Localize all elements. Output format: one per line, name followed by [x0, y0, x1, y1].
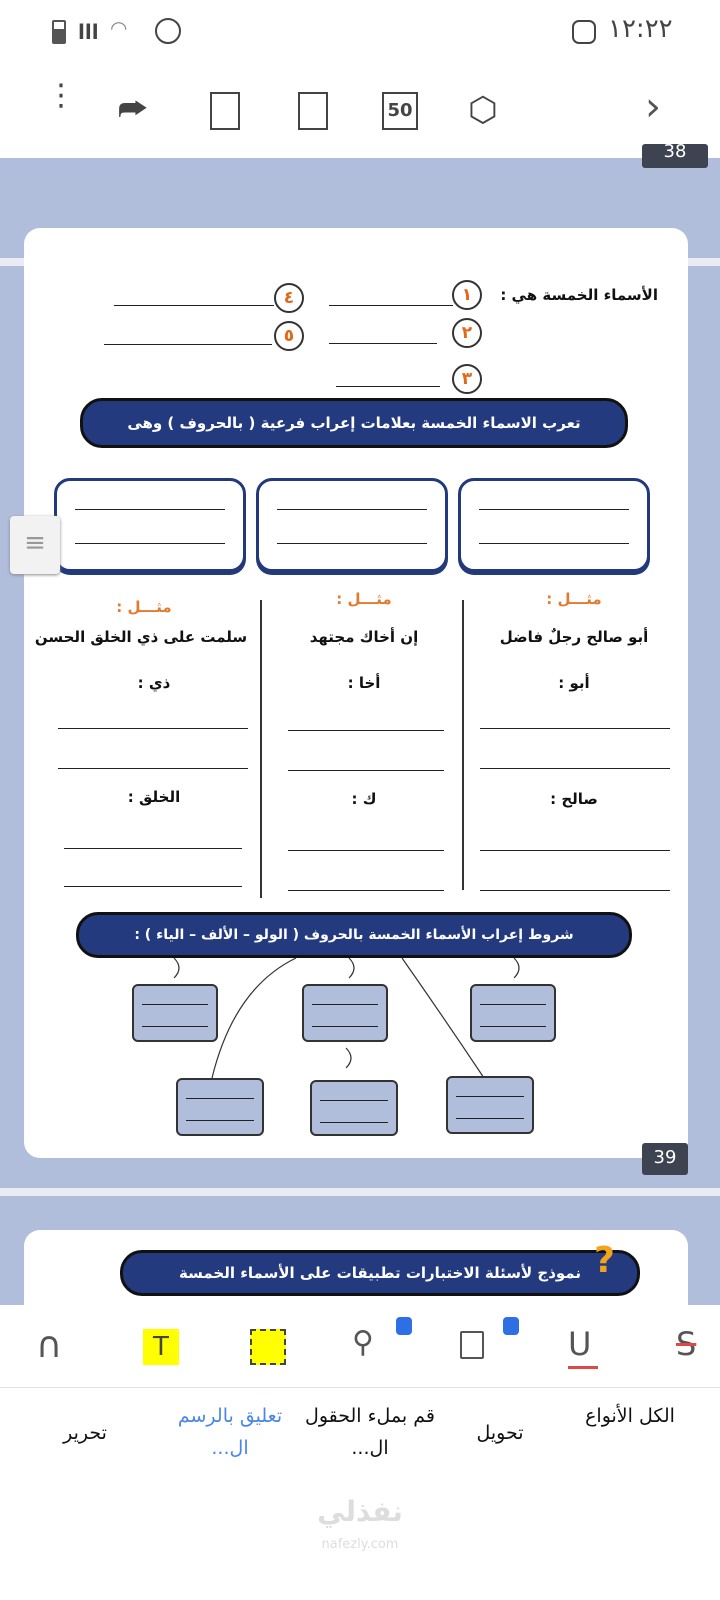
- alarm-icon: [155, 18, 181, 44]
- example-label: مثـــل :: [336, 590, 392, 608]
- status-bar: [0, 0, 720, 62]
- page-39: [24, 228, 688, 1158]
- example-sentence: أبو صالح رجلٌ فاضل: [499, 628, 649, 646]
- example-sentence: إن أخاك مجتهد: [309, 628, 419, 646]
- word-label: أبو :: [558, 674, 590, 692]
- condition-box[interactable]: [176, 1078, 264, 1136]
- number-1: ١: [452, 280, 482, 310]
- document-viewer[interactable]: [0, 141, 720, 1305]
- word-label: ذي :: [137, 674, 171, 692]
- more-icon[interactable]: ⋮: [46, 78, 76, 113]
- banner-conditions: شروط إعراب الأسماء الخمسة بالحروف ( الولو – الألف – الياء ) :: [76, 912, 632, 958]
- tab-fill-forms[interactable]: قم بملء الحقول ال...: [305, 1405, 435, 1459]
- number-4: ٤: [274, 283, 304, 313]
- condition-box[interactable]: [470, 984, 556, 1042]
- area-highlight-icon[interactable]: [250, 1329, 286, 1365]
- page-separator: [0, 1188, 720, 1196]
- stamp-icon[interactable]: ⚲: [352, 1325, 374, 1360]
- condition-box[interactable]: [310, 1080, 398, 1136]
- clock: ١٢:٢٢: [608, 14, 673, 44]
- question-icon: ?: [594, 1240, 615, 1281]
- instagram-icon: [572, 20, 596, 44]
- word-label: أخا :: [347, 674, 381, 692]
- shapes-icon[interactable]: [460, 1331, 484, 1359]
- reader-icon[interactable]: [210, 92, 240, 130]
- battery-icon: [52, 20, 66, 44]
- page-number-current: 39: [642, 1143, 688, 1175]
- five-nouns-label: الأسماء الخمسة هي :: [500, 286, 658, 304]
- condition-box[interactable]: [446, 1076, 534, 1134]
- premium-badge-icon: [396, 1317, 412, 1335]
- word-label: ك :: [351, 790, 377, 808]
- banner-exam: نموذج لأسئلة الاختبارات تطبيقات على الأسماء الخمسة: [120, 1250, 640, 1296]
- premium-badge-icon: [503, 1317, 519, 1335]
- top-toolbar: [0, 62, 720, 158]
- share-icon[interactable]: ⮫: [118, 90, 148, 128]
- tab-convert[interactable]: تحويل: [476, 1422, 524, 1444]
- page-number-prev: 38: [642, 144, 708, 168]
- number-3: ٣: [452, 364, 482, 394]
- ai-icon[interactable]: ⬡: [468, 90, 498, 130]
- example-sentence: سلمت على ذي الخلق الحسن: [34, 628, 248, 646]
- tab-edit[interactable]: تحرير: [63, 1422, 107, 1444]
- tab-annotate[interactable]: تعليق بالرسم ال...: [177, 1405, 283, 1459]
- fit-screen-icon[interactable]: [298, 92, 328, 130]
- wifi-icon: ◠: [110, 16, 128, 40]
- text-highlight-icon[interactable]: T: [143, 1329, 179, 1365]
- banner-fronts: تعرب الاسماء الخمسة بعلامات إعراب فرعية ( بالحروف ) وهى: [80, 398, 628, 448]
- strikethrough-icon[interactable]: S: [676, 1325, 697, 1363]
- tab-all-types[interactable]: الكل الأنواع: [585, 1405, 675, 1427]
- condition-box[interactable]: [302, 984, 388, 1042]
- example-label: مثـــل :: [546, 590, 602, 608]
- signal-icon: lll: [78, 20, 99, 44]
- number-5: ٥: [274, 321, 304, 351]
- annotation-panel: [0, 1305, 720, 1600]
- page-50-icon[interactable]: 50: [382, 92, 418, 130]
- example-label: مثـــل :: [116, 598, 172, 616]
- watermark-url: nafezly.com: [321, 1537, 399, 1552]
- ink-icon[interactable]: ∩: [36, 1325, 63, 1366]
- watermark-logo: نفذلي: [317, 1495, 403, 1528]
- number-2: ٢: [452, 318, 482, 348]
- condition-box[interactable]: [132, 984, 218, 1042]
- word-label: صالح :: [550, 790, 598, 808]
- next-icon[interactable]: ›: [645, 84, 661, 130]
- scroll-handle[interactable]: ≡: [10, 516, 60, 574]
- underline-icon[interactable]: U: [568, 1325, 598, 1369]
- word-label: الخلق :: [127, 788, 181, 806]
